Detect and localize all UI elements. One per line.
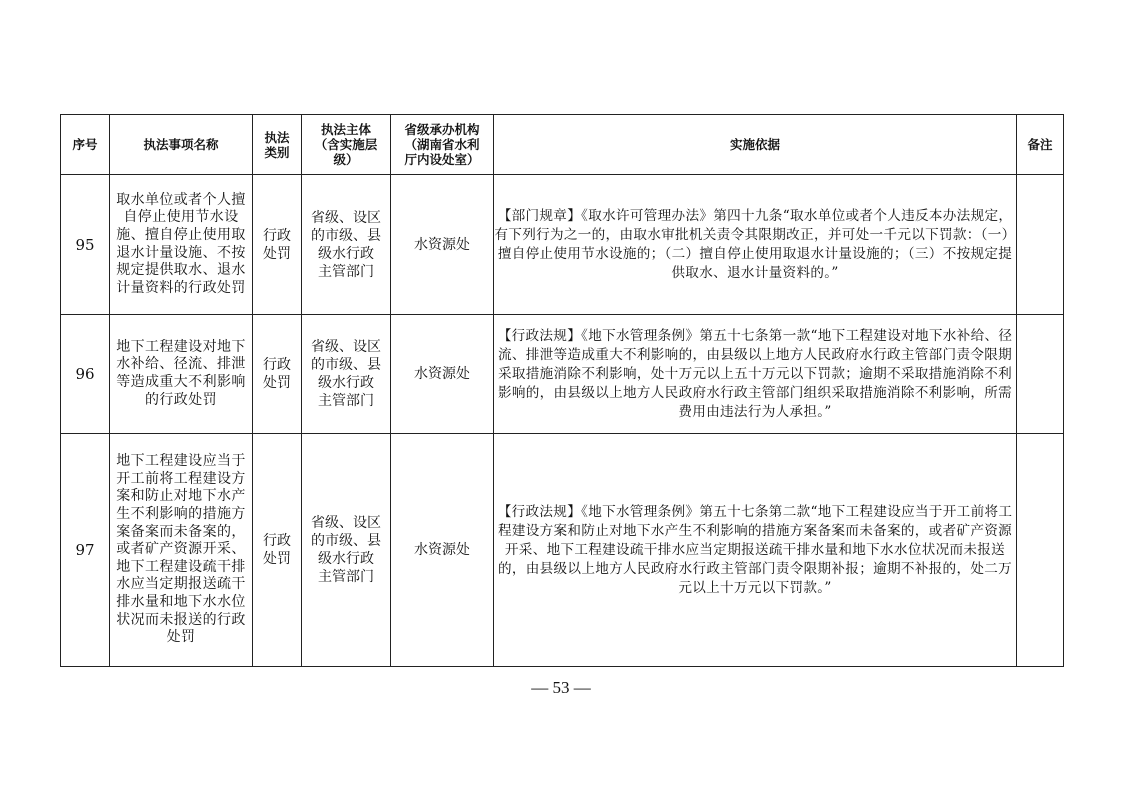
enforcement-items-table: [60, 114, 1064, 667]
header-category: 执法 类别: [253, 115, 302, 175]
header-note: 备注: [1017, 115, 1064, 175]
row-item-name: 地下工程建设对地下水补给、径流、排泄等造成重大不利影响的行政处罚: [110, 315, 253, 434]
row-subject: 省级、设区 的市级、县 级水行政 主管部门: [302, 434, 391, 667]
row-note: [1017, 175, 1064, 315]
row-seq: 95: [61, 175, 110, 315]
row-item-name: 取水单位或者个人擅自停止使用节水设施、擅自停止使用取退水计量设施、不按规定提供取水、退水计量资料的行政处罚: [110, 175, 253, 315]
header-org: 省级承办机构 （湖南省水利 厅内设处室）: [391, 115, 494, 175]
table-header-row: [61, 115, 1064, 175]
row-org: 水资源处: [391, 175, 494, 315]
row-category: 行政 处罚: [253, 434, 302, 667]
header-seq: 序号: [61, 115, 110, 175]
row-org: 水资源处: [391, 434, 494, 667]
row-org: 水资源处: [391, 315, 494, 434]
table-row: [61, 315, 1064, 434]
row-subject: 省级、设区 的市级、县 级水行政 主管部门: [302, 175, 391, 315]
row-basis: 【行政法规】《地下水管理条例》第五十七条第二款“地下工程建设应当于开工前将工程建设方案和防止对地下水产生不利影响的措施方案备案而未备案的，或者矿产资源开采、地下工程建设疏干排水应当定期报送疏干排水量和地下水水位状况而未报送的，由县级以上地方人民政府水行政主管部门责令限期补报；逾期不补报的，处二万元以上十万元以下罚款。”: [494, 434, 1017, 667]
row-note: [1017, 315, 1064, 434]
row-category: 行政 处罚: [253, 315, 302, 434]
row-subject: 省级、设区 的市级、县 级水行政 主管部门: [302, 315, 391, 434]
header-name: 执法事项名称: [110, 115, 253, 175]
table-row: [61, 434, 1064, 667]
row-category: 行政 处罚: [253, 175, 302, 315]
row-basis: 【部门规章】《取水许可管理办法》第四十九条“取水单位或者个人违反本办法规定，有下列行为之一的，由取水审批机关责令其限期改正，并可处一千元以下罚款：（一）擅自停止使用节水设施的；（二）擅自停止使用取退水计量设施的；（三）不按规定提供取水、退水计量资料的。”: [494, 175, 1017, 315]
header-subject: 执法主体 （含实施层 级）: [302, 115, 391, 175]
header-basis: 实施依据: [494, 115, 1017, 175]
row-basis: 【行政法规】《地下水管理条例》第五十七条第一款“地下工程建设对地下水补给、径流、排泄等造成重大不利影响的，由县级以上地方人民政府水行政主管部门责令限期采取措施消除不利影响，处十万元以上五十万元以下罚款；逾期不采取措施消除不利影响的，由县级以上地方人民政府水行政主管部门组织采取措施消除不利影响，所需费用由违法行为人承担。”: [494, 315, 1017, 434]
table-row: [61, 175, 1064, 315]
row-seq: 97: [61, 434, 110, 667]
row-item-name: 地下工程建设应当于开工前将工程建设方案和防止对地下水产生不利影响的措施方案备案而未备案的，或者矿产资源开采、地下工程建设疏干排水应当定期报送疏干排水量和地下水水位状况而未报送的行政处罚: [110, 434, 253, 667]
row-seq: 96: [61, 315, 110, 434]
page-number: — 53 —: [531, 678, 591, 697]
row-note: [1017, 434, 1064, 667]
